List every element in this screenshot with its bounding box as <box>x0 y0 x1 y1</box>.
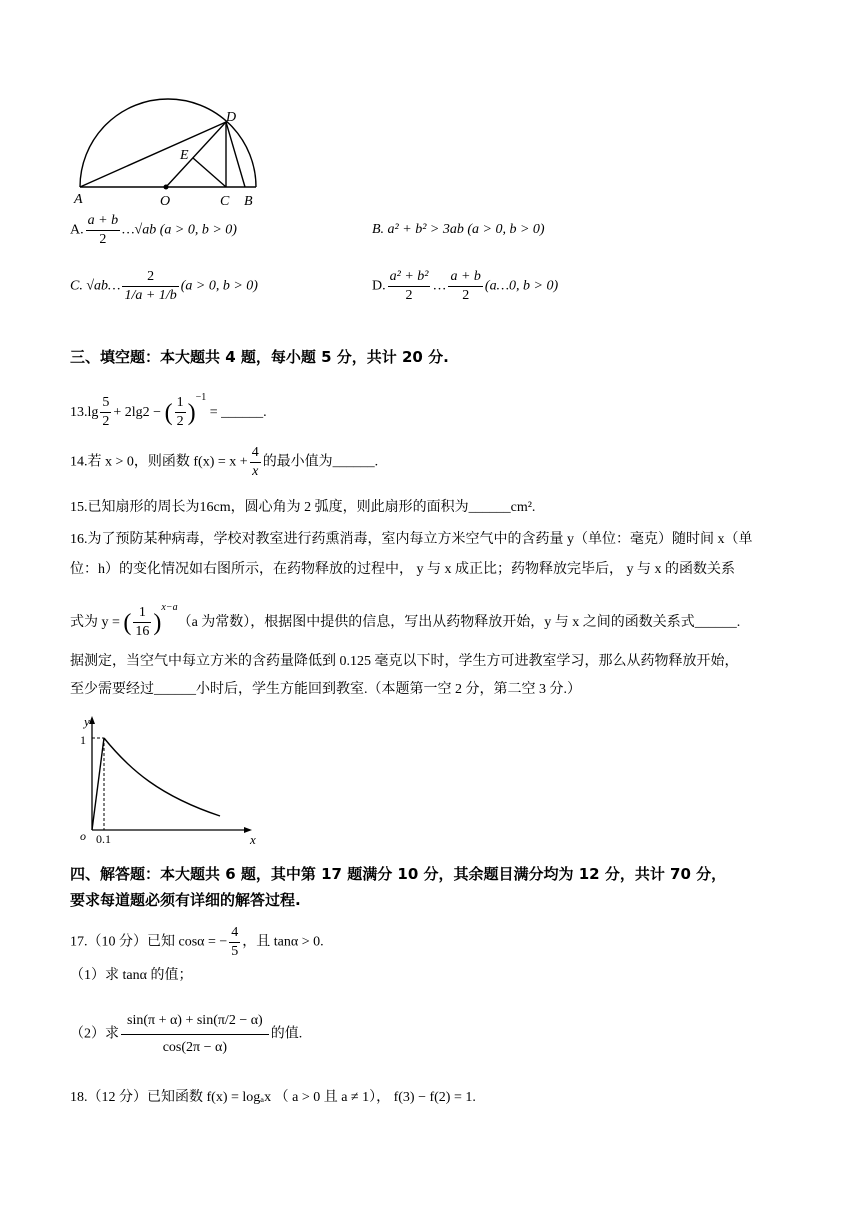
semicircle-figure <box>70 95 270 210</box>
option-a: A. $\frac{a + b}{2}$ …√ab (a > 0, b > 0) <box>70 213 237 247</box>
section4-heading-1: 四、解答题：本大题共 6 题，其中第 17 题满分 10 分，其余题目满分均为 12 分，共计 70 分， <box>70 865 727 883</box>
concentration-graph <box>70 712 270 847</box>
question-13: 13.lg $\frac{5}{2}$ + 2lg2 − ( $\frac{1}{2}$ )$^{-1}$ = ______. <box>70 392 267 430</box>
y-axis-label: y <box>84 714 90 729</box>
question-16-line3: 式为 y = ( $\frac{1}{16}$ )$^{x-a}$（a 为常数），根据图中提供的信息，写出从药物释放开始，y 与 x 之间的函数关系式______. <box>70 602 741 640</box>
question-18: 18.（12 分）已知函数 f(x) = logₐx （ a > 0 且 a ≠ 1）， f(3) − f(2) = 1. <box>70 1090 476 1105</box>
question-17: 17.（10 分）已知 cosα = − $\frac{4}{5}$ ，且 tanα > 0. <box>70 925 324 959</box>
question-16-line1: 16.为了预防某种病毒，学校对教室进行药熏消毒，室内每立方米空气中的含药量 y（单位：毫克）随时间 x（单 <box>70 532 753 547</box>
label-A: A <box>74 192 83 207</box>
question-16-line5: 至少需要经过______小时后，学生方能回到教室.（本题第一空 2 分，第二空 3 分.） <box>70 682 581 697</box>
label-E: E <box>180 148 189 163</box>
section4-heading-2: 要求每道题必须有详细的解答过程. <box>70 891 301 909</box>
question-16-line2: 位：h）的变化情况如右图所示，在药物释放的过程中， y 与 x 成正比；药物释放完毕后， y 与 x 的函数关系 <box>70 562 735 577</box>
section3-heading: 三、填空题：本大题共 4 题，每小题 5 分，共计 20 分. <box>70 348 449 366</box>
question-15: 15.已知扇形的周长为16cm，圆心角为 2 弧度，则此扇形的面积为______cm². <box>70 500 536 515</box>
question-17-part2: （2）求 $\frac{\sin(\pi + \alpha) + \sin(\pi/2 - \alpha)}{\cos(2\pi - \alpha)}$ 的值. <box>70 1008 302 1061</box>
y-tick-1: 1 <box>80 733 86 747</box>
option-b: B. a² + b² > 3ab (a > 0, b > 0) <box>372 222 545 237</box>
label-D: D <box>226 110 237 125</box>
question-16-line4: 据测定，当空气中每立方米的含药量降低到 0.125 毫克以下时，学生方可进教室学习，那么从药物释放开始， <box>70 654 739 669</box>
x-tick-0-1: 0.1 <box>96 832 111 846</box>
label-C: C <box>220 194 230 209</box>
question-17-part1: （1）求 tanα 的值； <box>70 968 193 983</box>
label-O: O <box>160 194 171 209</box>
origin-label: o <box>80 829 86 843</box>
option-c: C. √ab… $\frac{2}{1/a + 1/b}$ (a > 0, b > 0) <box>70 269 258 303</box>
x-axis-label: x <box>250 832 256 847</box>
label-B: B <box>244 194 253 209</box>
option-d: D. $\frac{\text{a² + b²}}{2}$ … $\frac{a + b}{2}$ (a…0, b > 0) <box>372 269 559 303</box>
question-14: 14.若 x > 0，则函数 f(x) = x + $\frac{4}{x}$ 的最小值为______. <box>70 445 379 479</box>
